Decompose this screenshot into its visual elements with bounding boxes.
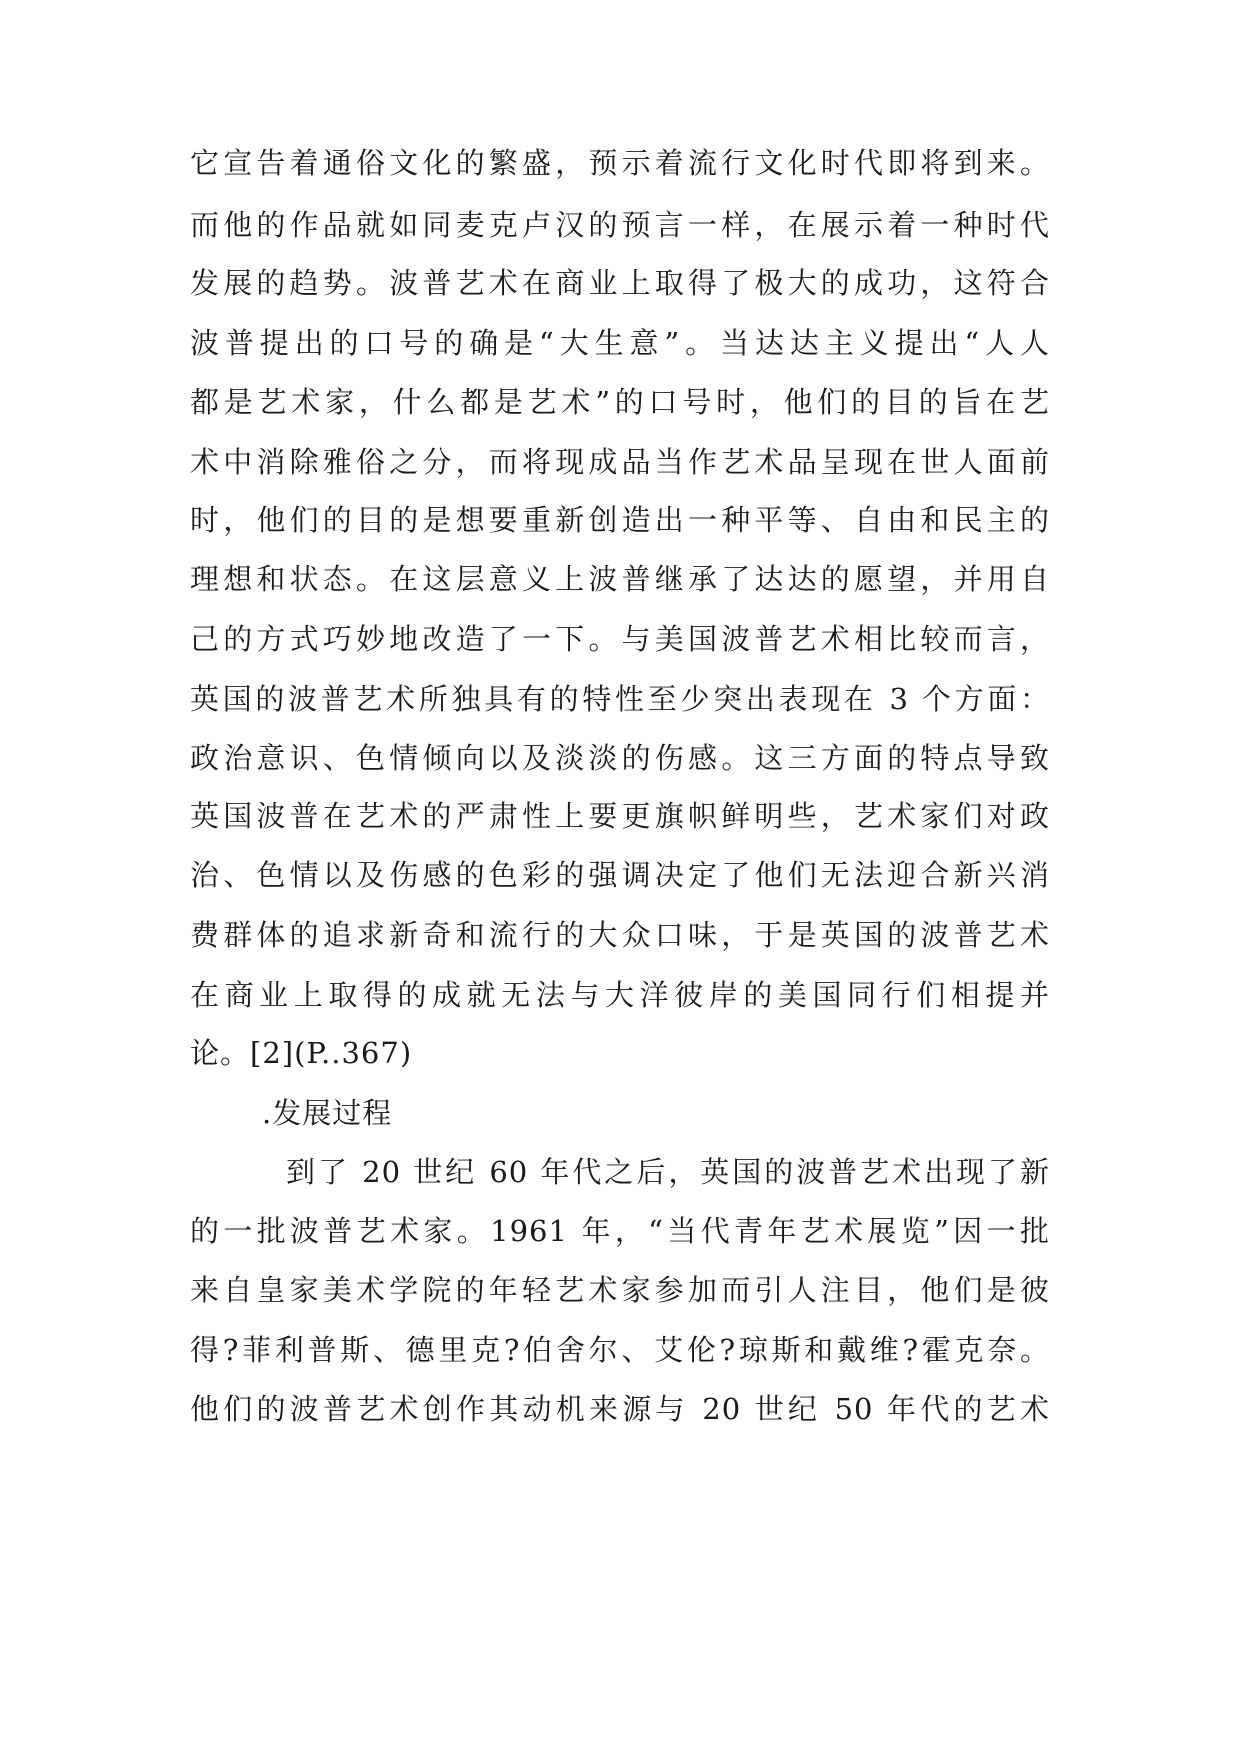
text-line: 而他的作品就如同麦克卢汉的预言一样，在展示着一种时代	[190, 208, 1050, 242]
text-line: 来自皇家美术学院的年轻艺术家参加而引人注目，他们是彼	[190, 1273, 1050, 1307]
text-line: 到了 20 世纪 60 年代之后，英国的波普艺术出现了新	[286, 1155, 1050, 1189]
text-line: 术中消除雅俗之分，而将现成品当作艺术品呈现在世人面前	[190, 445, 1050, 479]
text-line: 论。[2](P..367)	[190, 1036, 413, 1070]
text-line: 他们的波普艺术创作其动机来源与 20 世纪 50 年代的艺术	[190, 1392, 1050, 1426]
text-line: 费群体的追求新奇和流行的大众口味，于是英国的波普艺术	[190, 918, 1050, 952]
text-line: 它宣告着通俗文化的繁盛，预示着流行文化时代即将到来。	[190, 146, 1050, 180]
text-line: 时，他们的目的是想要重新创造出一种平等、自由和民主的	[190, 503, 1050, 537]
text-line: 英国的波普艺术所独具有的特性至少突出表现在 3 个方面：	[190, 682, 1050, 716]
text-line: 都是艺术家，什么都是艺术”的口号时，他们的目的旨在艺	[190, 385, 1050, 419]
text-line: 理想和状态。在这层意义上波普继承了达达的愿望，并用自	[190, 562, 1050, 596]
text-line: 在商业上取得的成就无法与大洋彼岸的美国同行们相提并	[190, 978, 1050, 1012]
text-line: 治、色情以及伤感的色彩的强调决定了他们无法迎合新兴消	[190, 858, 1050, 892]
text-line: 发展的趋势。波普艺术在商业上取得了极大的成功，这符合	[190, 266, 1050, 300]
text-line: 己的方式巧妙地改造了一下。与美国波普艺术相比较而言，	[190, 622, 1050, 656]
text-line: 英国波普在艺术的严肃性上要更旗帜鲜明些，艺术家们对政	[190, 799, 1050, 833]
text-line: 得?菲利普斯、德里克?伯舍尔、艾伦?琼斯和戴维?霍克奈。	[190, 1333, 1050, 1367]
section-heading: .发展过程	[262, 1096, 393, 1130]
text-line: 的一批波普艺术家。1961 年，“当代青年艺术展览”因一批	[190, 1214, 1050, 1248]
text-line: 波普提出的口号的确是“大生意”。当达达主义提出“人人	[190, 326, 1050, 360]
text-line: 政治意识、色情倾向以及淡淡的伤感。这三方面的特点导致	[190, 741, 1050, 775]
